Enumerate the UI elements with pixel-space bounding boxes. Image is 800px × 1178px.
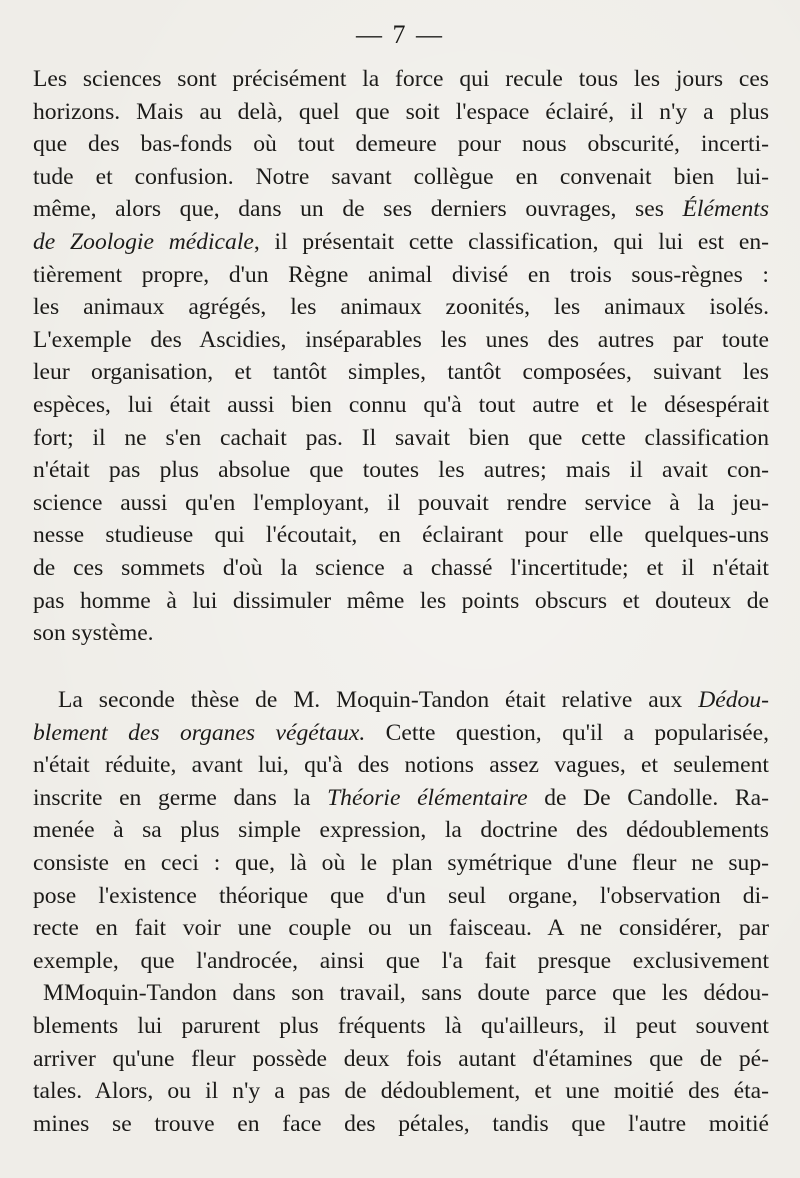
- text-segment: La seconde thèse de M. Moquin-Tandon était relative aux: [58, 687, 699, 713]
- italic-title: Éléments: [682, 196, 769, 223]
- text-segment: il présentait cette classification, qui lui est en-: [274, 228, 770, 255]
- text-line: espèces, lui était aussi bien connu qu'à tout autre et le désespérait: [33, 391, 769, 418]
- text-line: science aussi qu'en l'employant, il pouvait rendre service à la jeu-: [33, 489, 769, 516]
- text-line: blements lui parurent plus fréquents là qu'ailleurs, il peut souvent: [33, 1012, 769, 1039]
- text-line: leur organisation, et tantôt simples, tantôt composées, suivant les: [33, 359, 769, 386]
- paragraph-1: [33, 63, 769, 650]
- text-line: pas homme à lui dissimuler même les points obscurs et douteux de: [33, 587, 769, 614]
- text-line: de ces sommets d'où la science a chassé l'incertitude; et il n'était: [33, 554, 769, 581]
- text-line: mines se trouve en face des pétales, tandis que l'autre moitié: [33, 1110, 769, 1137]
- text-line: [33, 684, 769, 717]
- text-line: nesse studieuse qui l'écoutait, en éclairant pour elle quelques-uns: [33, 522, 769, 549]
- text-line: arriver qu'une fleur possède deux fois autant d'étamines que de pé-: [33, 1045, 769, 1072]
- text-line: [33, 782, 769, 815]
- text-line: n'était réduite, avant lui, qu'à des notions assez vagues, et seulement: [33, 752, 769, 779]
- text-line: tales. Alors, ou il n'y a pas de dédoublement, et une moitié des éta-: [33, 1078, 769, 1105]
- text-line: exemple, que l'androcée, ainsi que l'a fait presque exclusivement: [33, 947, 769, 974]
- text-line: fort; il ne s'en cachait pas. Il savait bien que cette classification: [33, 424, 769, 451]
- italic-title: Dédou-: [698, 687, 769, 713]
- paragraph-2: [33, 684, 769, 1140]
- text-segment: même, alors que, dans un de ses derniers ouvrages, ses: [33, 196, 683, 223]
- text-line: recte en fait voir une couple ou un faisceau. A ne considérer, par: [33, 915, 769, 942]
- text-line: [33, 717, 769, 750]
- text-line: que des bas-fonds où tout demeure pour nous obscurité, incerti-: [33, 131, 769, 158]
- text-segment: ,: [253, 228, 275, 255]
- text-line: n'était pas plus absolue que toutes les autres; mais il avait con-: [33, 457, 769, 484]
- text-line: tièrement propre, d'un Règne animal divisé en trois sous-règnes :: [33, 261, 769, 288]
- italic-title: blement des organes végétaux.: [33, 719, 366, 746]
- text-line: [33, 193, 769, 226]
- italic-title: Théorie élémentaire: [327, 784, 528, 811]
- text-segment: inscrite en germe dans la: [33, 784, 328, 811]
- text-line: horizons. Mais au delà, quel que soit l'espace éclairé, il n'y a plus: [33, 98, 769, 125]
- text-segment: de De Candolle. Ra-: [527, 784, 769, 811]
- page-number: — 7 —: [356, 20, 444, 49]
- text-line: [33, 226, 769, 259]
- text-line: les animaux agrégés, les animaux zoonités, les animaux isolés.: [33, 294, 769, 321]
- text-line: L'exemple des Ascidies, inséparables les unes des autres par toute: [33, 326, 769, 353]
- text-segment: Cette question, qu'il a popularisée,: [365, 719, 770, 746]
- text-line: tude et confusion. Notre savant collègue en convenait bien lui-: [33, 163, 769, 190]
- text-line: Les sciences sont précisément la force qui recule tous les jours ces: [33, 66, 769, 92]
- text-line: MMoquin-Tandon dans son travail, sans doute parce que les dédou-: [43, 980, 769, 1007]
- text-line: menée à sa plus simple expression, la doctrine des dédoublements: [33, 817, 769, 844]
- text-line: consiste en ceci : que, là où le plan symétrique d'une fleur ne sup-: [33, 849, 769, 876]
- text-line: son système.: [33, 620, 154, 647]
- text-line: pose l'existence théorique que d'un seul organe, l'observation di-: [33, 882, 769, 909]
- italic-title: de Zoologie médicale: [33, 228, 254, 255]
